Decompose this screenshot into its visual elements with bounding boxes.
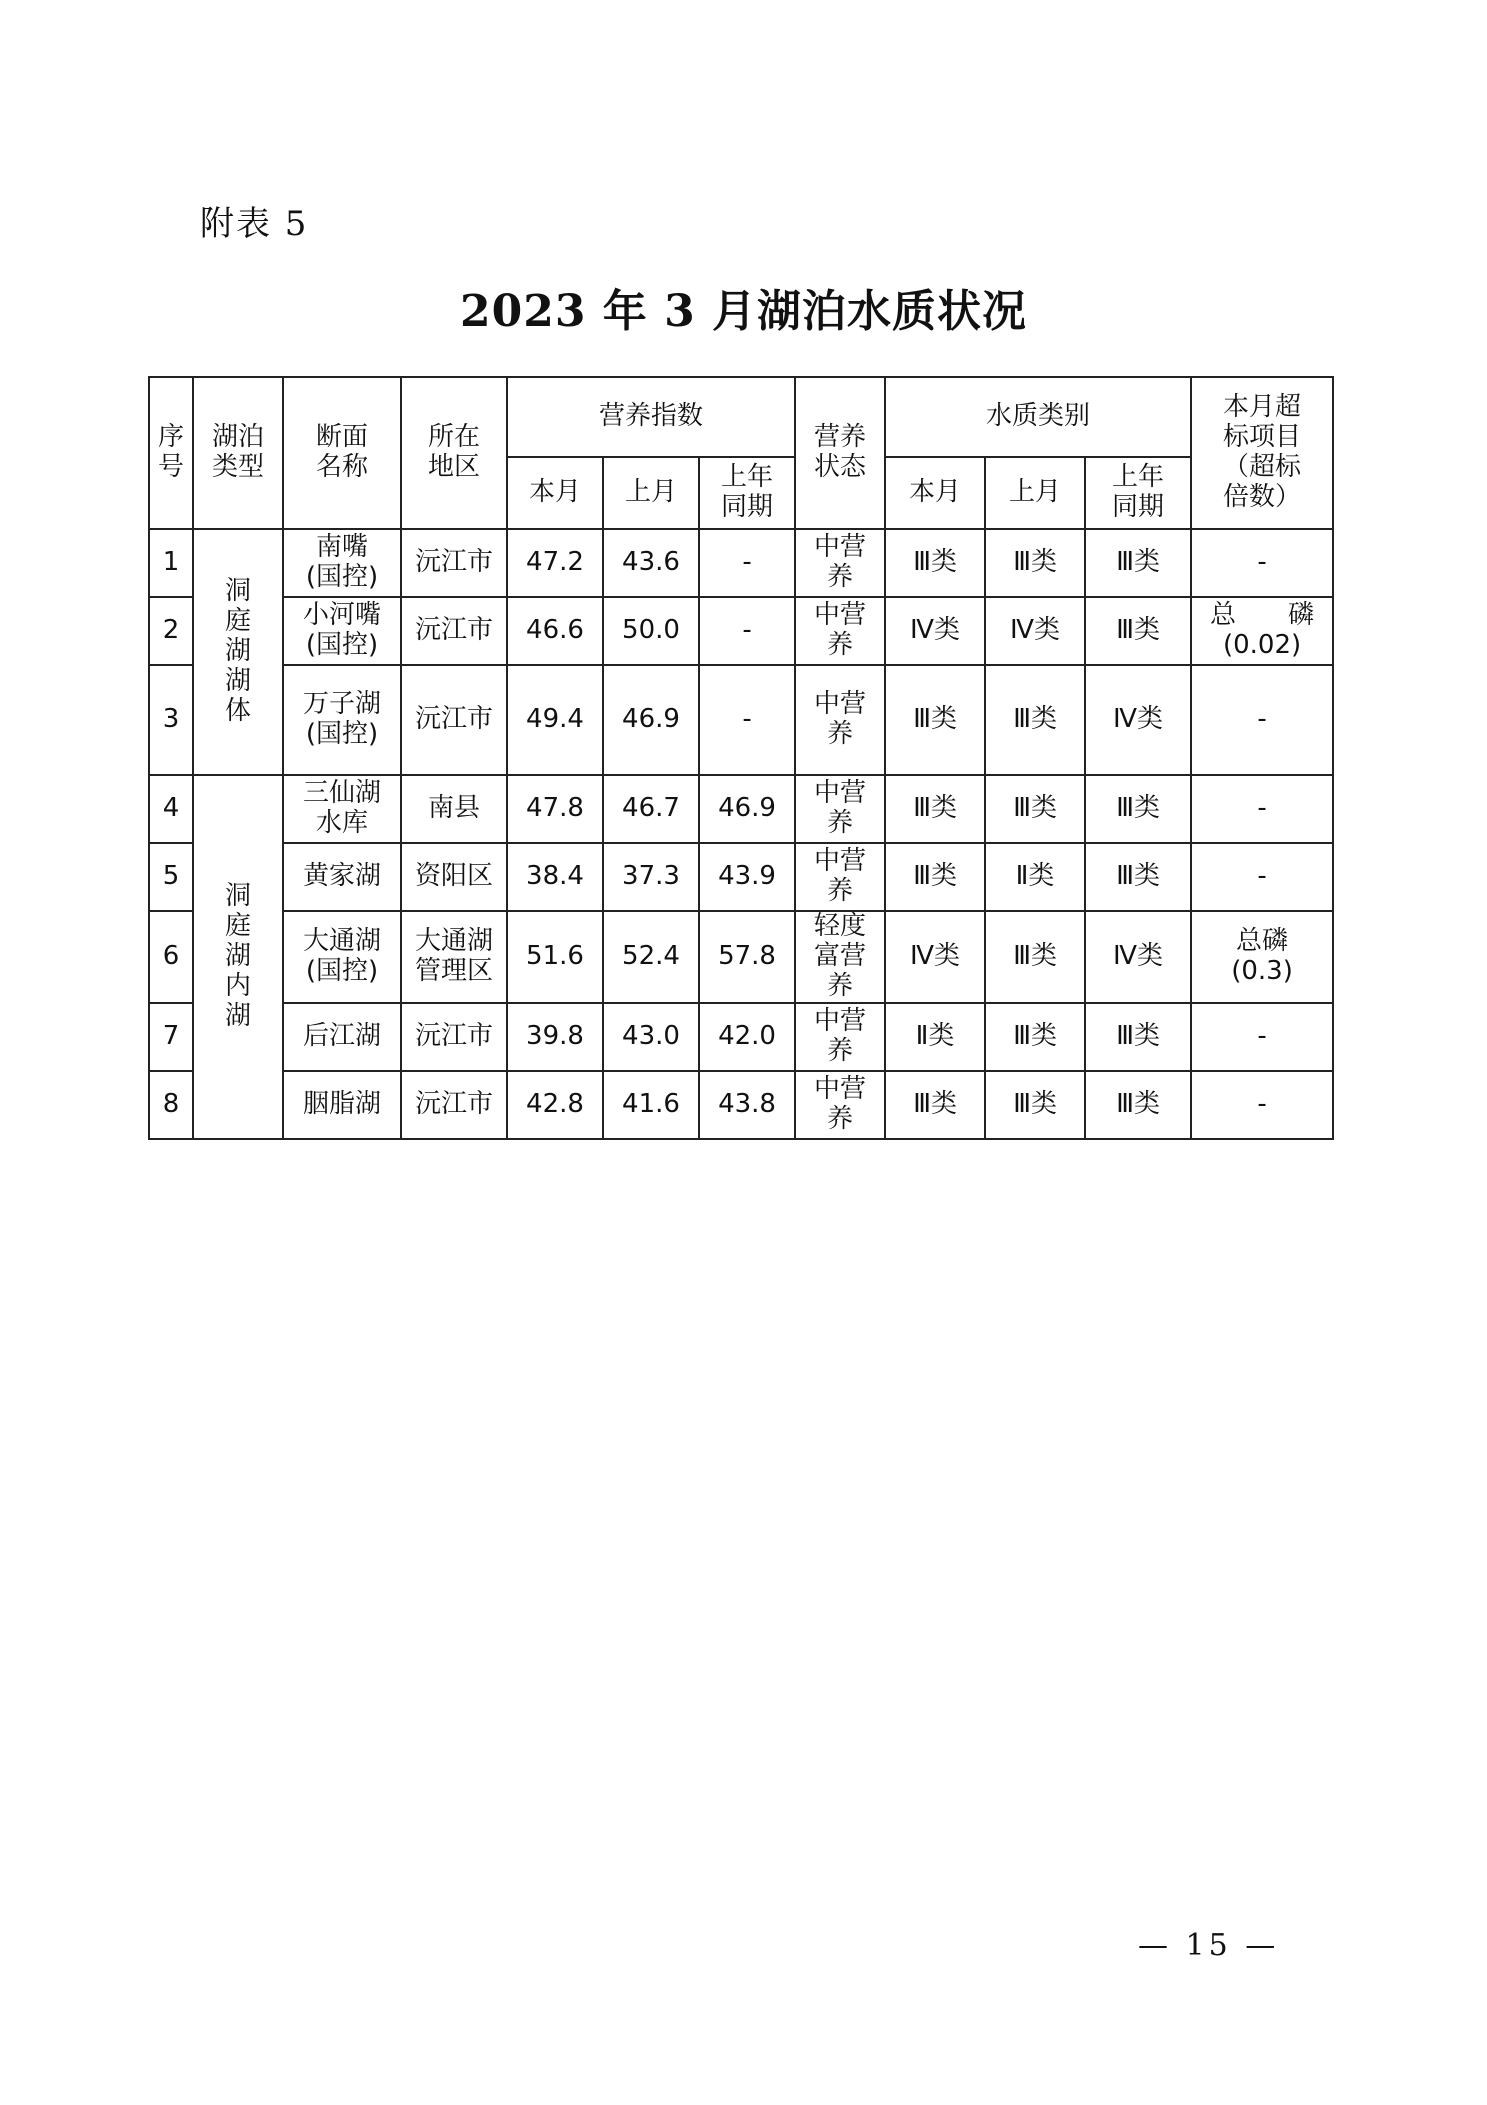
index-year-ago: 46.9 xyxy=(699,775,795,843)
exceed-items: - xyxy=(1191,1071,1333,1139)
exceed-items: 总 磷 (0.02) xyxy=(1191,597,1333,665)
exceed-items: - xyxy=(1191,775,1333,843)
nutrition-status: 轻度 富营 养 xyxy=(795,911,885,1003)
table-row xyxy=(149,911,1333,1003)
quality-last-month: Ⅲ类 xyxy=(985,665,1085,775)
header-exceed-items: 本月超 标项目 （超标 倍数） xyxy=(1191,377,1333,529)
index-year-ago: - xyxy=(699,529,795,597)
quality-year-ago: Ⅲ类 xyxy=(1085,843,1191,911)
exceed-items: - xyxy=(1191,665,1333,775)
header-water-quality: 水质类别 xyxy=(885,377,1191,457)
header-region: 所在 地区 xyxy=(401,377,507,529)
header-nutrition-index: 营养指数 xyxy=(507,377,795,457)
header-seq: 序 号 xyxy=(149,377,193,529)
nutrition-status: 中营 养 xyxy=(795,1071,885,1139)
quality-last-month: Ⅲ类 xyxy=(985,775,1085,843)
exceed-items: - xyxy=(1191,843,1333,911)
region: 沅江市 xyxy=(401,1071,507,1139)
index-year-ago: 42.0 xyxy=(699,1003,795,1071)
table-row xyxy=(149,1003,1333,1071)
quality-year-ago: Ⅲ类 xyxy=(1085,1071,1191,1139)
index-year-ago: - xyxy=(699,665,795,775)
region: 大通湖 管理区 xyxy=(401,911,507,1003)
quality-year-ago: Ⅳ类 xyxy=(1085,911,1191,1003)
exceed-items: - xyxy=(1191,529,1333,597)
exceed-items: - xyxy=(1191,1003,1333,1071)
index-current: 47.8 xyxy=(507,775,603,843)
quality-current: Ⅲ类 xyxy=(885,775,985,843)
quality-current: Ⅲ类 xyxy=(885,665,985,775)
region: 沅江市 xyxy=(401,529,507,597)
page-title: 2023 年 3 月湖泊水质状况 xyxy=(459,286,1028,337)
header-index-last-month: 上月 xyxy=(603,457,699,529)
region: 资阳区 xyxy=(401,843,507,911)
row-seq: 6 xyxy=(149,911,193,1003)
section-name: 后江湖 xyxy=(283,1003,401,1071)
header-nutrition-status: 营养 状态 xyxy=(795,377,885,529)
quality-year-ago: Ⅳ类 xyxy=(1085,665,1191,775)
table-row xyxy=(149,665,1333,775)
quality-year-ago: Ⅲ类 xyxy=(1085,1003,1191,1071)
page-number: — 15 — xyxy=(1138,1928,1280,1963)
index-current: 46.6 xyxy=(507,597,603,665)
table-row xyxy=(149,529,1333,597)
row-seq: 4 xyxy=(149,775,193,843)
index-last-month: 43.0 xyxy=(603,1003,699,1071)
table-row xyxy=(149,843,1333,911)
index-current: 38.4 xyxy=(507,843,603,911)
nutrition-status: 中营 养 xyxy=(795,529,885,597)
header-quality-current: 本月 xyxy=(885,457,985,529)
header-row xyxy=(149,377,1333,457)
quality-last-month: Ⅳ类 xyxy=(985,597,1085,665)
index-last-month: 46.7 xyxy=(603,775,699,843)
quality-last-month: Ⅲ类 xyxy=(985,1071,1085,1139)
header-index-year-ago: 上年 同期 xyxy=(699,457,795,529)
row-seq: 5 xyxy=(149,843,193,911)
section-name: 大通湖 (国控) xyxy=(283,911,401,1003)
section-name: 南嘴 (国控) xyxy=(283,529,401,597)
index-year-ago: 43.8 xyxy=(699,1071,795,1139)
section-name: 黄家湖 xyxy=(283,843,401,911)
index-last-month: 43.6 xyxy=(603,529,699,597)
nutrition-status: 中营 养 xyxy=(795,665,885,775)
section-name: 万子湖 (国控) xyxy=(283,665,401,775)
quality-current: Ⅳ类 xyxy=(885,597,985,665)
quality-current: Ⅳ类 xyxy=(885,911,985,1003)
quality-last-month: Ⅲ类 xyxy=(985,529,1085,597)
index-current: 51.6 xyxy=(507,911,603,1003)
index-year-ago: - xyxy=(699,597,795,665)
row-seq: 2 xyxy=(149,597,193,665)
index-current: 42.8 xyxy=(507,1071,603,1139)
lake-type-group: 洞 庭 湖 内 湖 xyxy=(193,775,283,1139)
quality-last-month: Ⅱ类 xyxy=(985,843,1085,911)
quality-current: Ⅲ类 xyxy=(885,843,985,911)
index-last-month: 41.6 xyxy=(603,1071,699,1139)
nutrition-status: 中营 养 xyxy=(795,1003,885,1071)
lake-type-group: 洞 庭 湖 湖 体 xyxy=(193,529,283,775)
exceed-items: 总磷 (0.3) xyxy=(1191,911,1333,1003)
nutrition-status: 中营 养 xyxy=(795,843,885,911)
quality-year-ago: Ⅲ类 xyxy=(1085,597,1191,665)
index-last-month: 52.4 xyxy=(603,911,699,1003)
row-seq: 3 xyxy=(149,665,193,775)
nutrition-status: 中营 养 xyxy=(795,597,885,665)
table-row xyxy=(149,597,1333,665)
index-current: 47.2 xyxy=(507,529,603,597)
quality-current: Ⅲ类 xyxy=(885,1071,985,1139)
index-last-month: 50.0 xyxy=(603,597,699,665)
header-quality-year-ago: 上年 同期 xyxy=(1085,457,1191,529)
index-last-month: 46.9 xyxy=(603,665,699,775)
header-lake-type: 湖泊 类型 xyxy=(193,377,283,529)
row-seq: 7 xyxy=(149,1003,193,1071)
index-year-ago: 57.8 xyxy=(699,911,795,1003)
index-current: 39.8 xyxy=(507,1003,603,1071)
section-name: 胭脂湖 xyxy=(283,1071,401,1139)
lake-quality-table xyxy=(148,376,1334,1140)
region: 沅江市 xyxy=(401,597,507,665)
table-row xyxy=(149,775,1333,843)
quality-last-month: Ⅲ类 xyxy=(985,1003,1085,1071)
header-section-name: 断面 名称 xyxy=(283,377,401,529)
quality-year-ago: Ⅲ类 xyxy=(1085,775,1191,843)
region: 沅江市 xyxy=(401,665,507,775)
region: 南县 xyxy=(401,775,507,843)
table-row xyxy=(149,1071,1333,1139)
row-seq: 1 xyxy=(149,529,193,597)
header-quality-last-month: 上月 xyxy=(985,457,1085,529)
index-year-ago: 43.9 xyxy=(699,843,795,911)
index-current: 49.4 xyxy=(507,665,603,775)
section-name: 小河嘴 (国控) xyxy=(283,597,401,665)
nutrition-status: 中营 养 xyxy=(795,775,885,843)
quality-last-month: Ⅲ类 xyxy=(985,911,1085,1003)
quality-current: Ⅱ类 xyxy=(885,1003,985,1071)
region: 沅江市 xyxy=(401,1003,507,1071)
quality-year-ago: Ⅲ类 xyxy=(1085,529,1191,597)
quality-current: Ⅲ类 xyxy=(885,529,985,597)
appendix-label: 附表 5 xyxy=(200,204,309,244)
section-name: 三仙湖 水库 xyxy=(283,775,401,843)
index-last-month: 37.3 xyxy=(603,843,699,911)
header-index-current: 本月 xyxy=(507,457,603,529)
row-seq: 8 xyxy=(149,1071,193,1139)
